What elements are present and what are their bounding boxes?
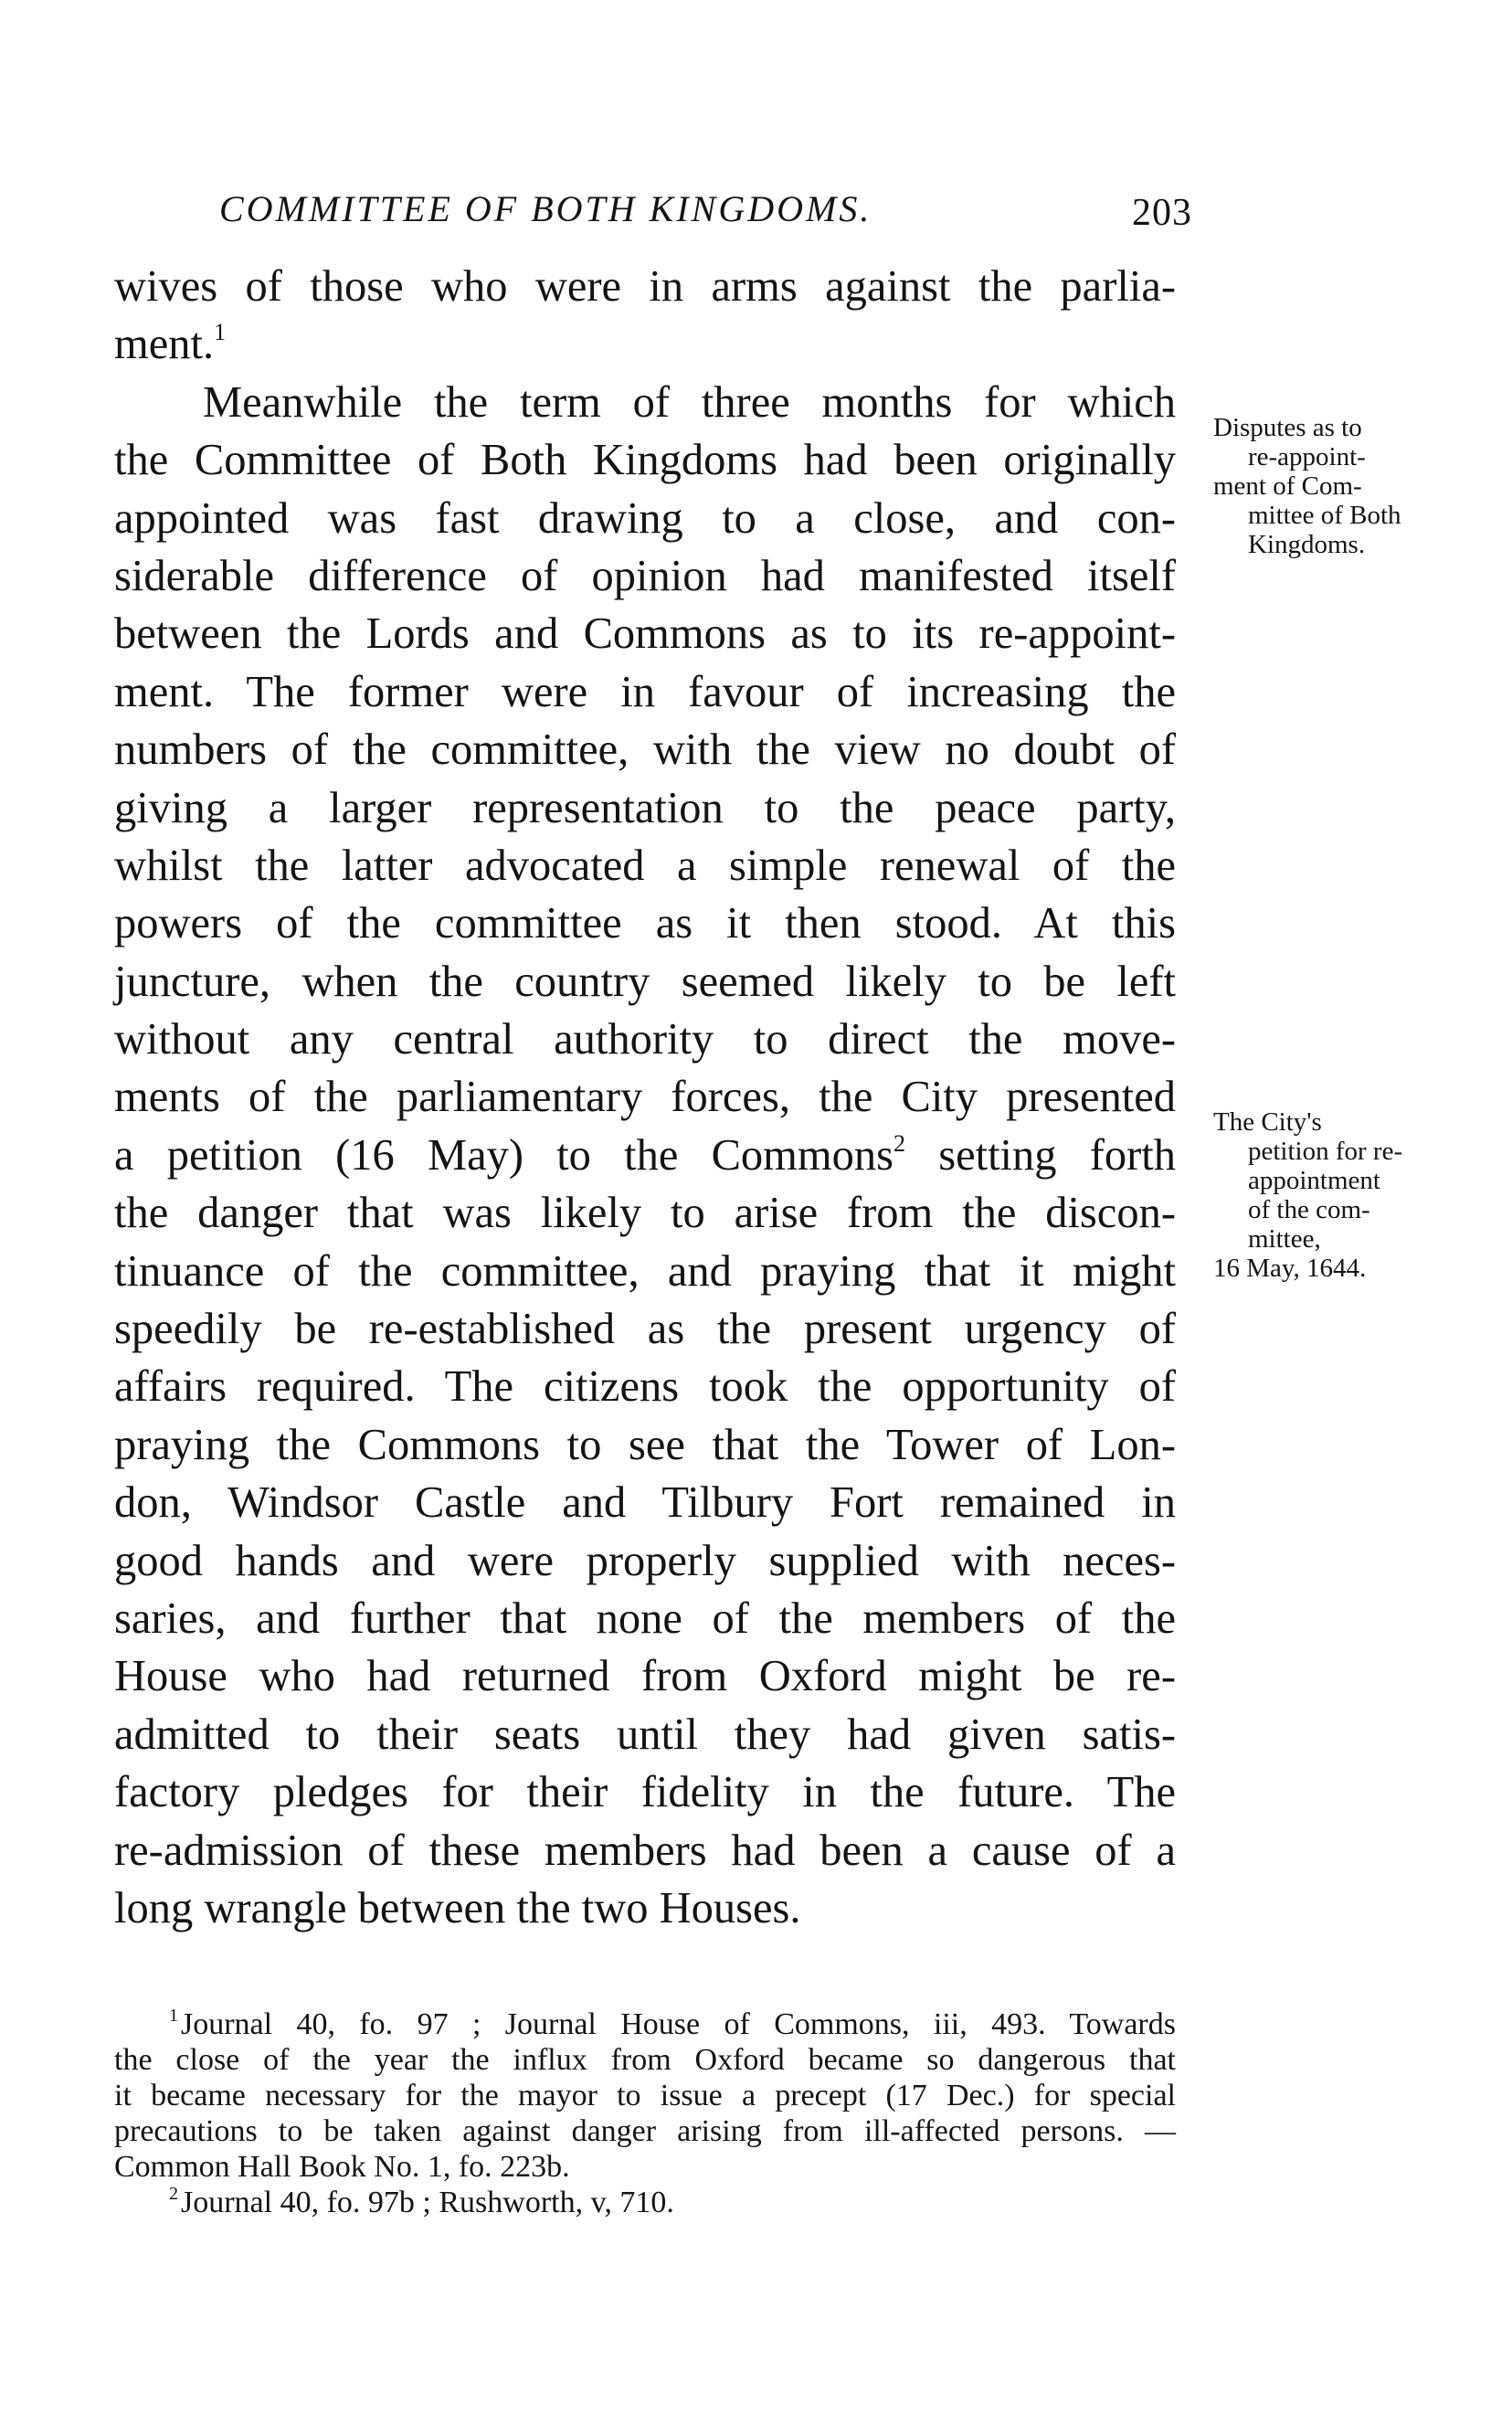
- margin-note-line: of the com-: [1248, 1195, 1370, 1224]
- body-line-text: ment.: [114, 320, 215, 369]
- body-line-text: setting forth: [905, 1130, 1176, 1180]
- body-line: whilst the latter advocated a simple renewal of the: [114, 841, 1176, 890]
- body-line: juncture, when the country seemed likely to be left: [114, 957, 1176, 1006]
- body-text: [114, 258, 1176, 1937]
- body-line: wives of those who were in arms against the parlia-: [114, 262, 1176, 311]
- body-line: numbers of the committee, with the view no doubt of: [114, 725, 1176, 775]
- page-number: 203: [1132, 192, 1192, 234]
- body-line: the Committee of Both Kingdoms had been originally: [114, 436, 1176, 485]
- footnote-ref: 2: [893, 1129, 905, 1157]
- footnote-2-mark: 2: [169, 2184, 178, 2204]
- body-line: appointed was fast drawing to a close, and con-: [114, 493, 1176, 543]
- body-line: saries, and further that none of the members of the: [114, 1593, 1176, 1643]
- margin-note-line: The City's: [1213, 1107, 1322, 1137]
- body-line: House who had returned from Oxford might be re-: [114, 1652, 1176, 1701]
- body-line: tinuance of the committee, and praying that it might: [114, 1246, 1176, 1296]
- body-line: good hands and were properly supplied with neces-: [114, 1536, 1176, 1585]
- body-line: between the Lords and Commons as to its re-appoint-: [114, 609, 1176, 659]
- margin-note-line: re-appoint-: [1248, 442, 1366, 471]
- margin-note-petition: [1213, 1107, 1416, 1283]
- footnote-1-text: Journal 40, fo. 97 ; Journal House of Commons, iii, 493. Towards: [181, 2007, 1176, 2041]
- footnote-1-line: [114, 2006, 1176, 2042]
- body-line: [114, 1127, 1176, 1184]
- margin-note-line: mittee,: [1248, 1224, 1321, 1254]
- footnotes: [114, 2006, 1176, 2220]
- margin-note-line: mittee of Both: [1248, 501, 1401, 530]
- margin-note-disputes: [1213, 413, 1416, 559]
- footnote-1-line: precautions to be taken against danger arising from ill-affected persons. —: [114, 2114, 1176, 2148]
- body-line: without any central authority to direct the move-: [114, 1015, 1176, 1064]
- footnote-1-line: Common Hall Book No. 1, fo. 223b.: [114, 2150, 570, 2184]
- body-line: affairs required. The citizens took the opportunity of: [114, 1362, 1176, 1412]
- body-line: re-admission of these members had been a cause of a: [114, 1826, 1176, 1875]
- footnote-2-text: Journal 40, fo. 97b ; Rushworth, v, 710.: [181, 2186, 674, 2219]
- footnote-2-line: [114, 2185, 1176, 2220]
- body-line: admitted to their seats until they had given satis-: [114, 1710, 1176, 1759]
- footnote-1-mark: 1: [169, 2006, 178, 2026]
- body-line: ment. The former were in favour of increasing the: [114, 667, 1176, 716]
- footnote-ref: 1: [214, 319, 227, 346]
- footnote-1-line: it became necessary for the mayor to issue a precept (17 Dec.) for special: [114, 2079, 1176, 2112]
- margin-note-line: appointment: [1248, 1166, 1380, 1195]
- body-line: long wrangle between the two Houses.: [114, 1883, 801, 1932]
- running-title: COMMITTEE OF BOTH KINGDOMS.: [219, 188, 872, 229]
- margin-note-line: Disputes as to: [1213, 413, 1362, 442]
- running-head: [114, 187, 1192, 242]
- body-line: ments of the parliamentary forces, the City presented: [114, 1073, 1176, 1122]
- body-line: praying the Commons to see that the Tower of Lon-: [114, 1420, 1176, 1469]
- body-line: don, Windsor Castle and Tilbury Fort remained in: [114, 1478, 1176, 1528]
- body-line: the danger that was likely to arise from the discon-: [114, 1189, 1176, 1238]
- margin-note-line: petition for re-: [1248, 1137, 1403, 1166]
- margin-note-line: 16 May, 1644.: [1213, 1254, 1367, 1283]
- body-line-text: a petition (16 May) to the Commons: [114, 1130, 893, 1180]
- margin-note-line: Kingdoms.: [1248, 530, 1366, 559]
- body-line: [114, 315, 1176, 373]
- body-line: powers of the committee as it then stood. At this: [114, 899, 1176, 948]
- body-line: Meanwhile the term of three months for which: [203, 377, 1176, 427]
- body-line: factory pledges for their fidelity in the future. The: [114, 1768, 1176, 1817]
- body-line: giving a larger representation to the peace party,: [114, 783, 1176, 832]
- margin-note-line: ment of Com-: [1213, 471, 1362, 501]
- body-line: speedily be re-established as the present urgency of: [114, 1305, 1176, 1354]
- body-line: siderable difference of opinion had manifested itself: [114, 551, 1176, 600]
- footnote-1-line: the close of the year the influx from Oxford became so dangerous that: [114, 2043, 1176, 2077]
